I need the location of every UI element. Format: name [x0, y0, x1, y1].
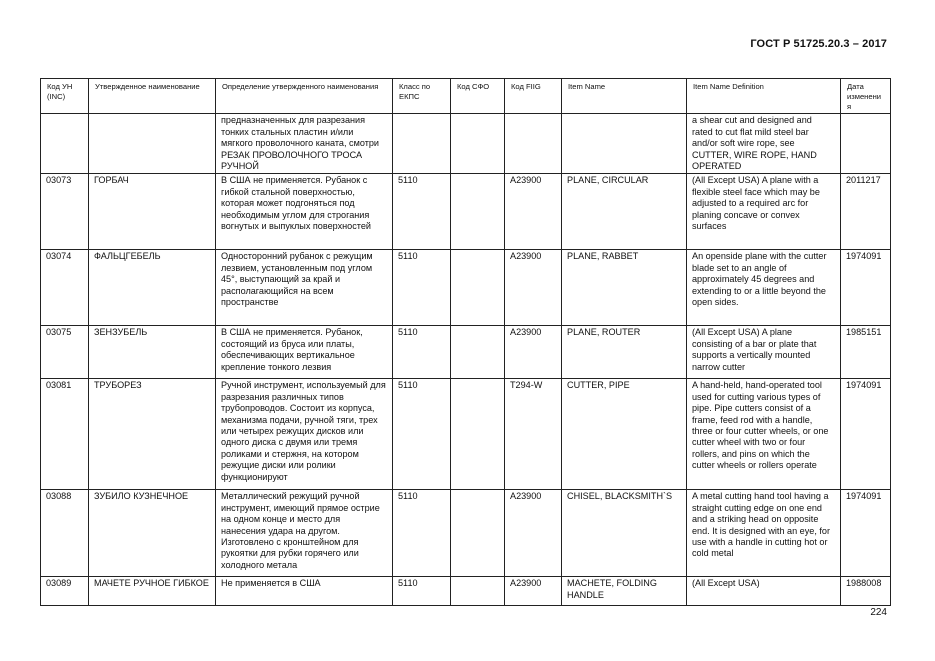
cell-name: ФАЛЬЦГЕБЕЛЬ — [89, 250, 216, 326]
cell-inc: 03089 — [41, 577, 89, 606]
header-definition: Определение утвержденного наименования — [216, 79, 393, 114]
table-row — [41, 490, 891, 577]
cell-sfo — [451, 490, 505, 577]
header-approved-name: Утвержденное наименование — [89, 79, 216, 114]
cell-sfo — [451, 250, 505, 326]
table-row — [41, 174, 891, 250]
table-row — [41, 114, 891, 174]
cell-item-definition: (All Except USA) — [687, 577, 841, 606]
cell-item-name: MACHETE, FOLDING HANDLE — [562, 577, 687, 606]
cell-date: 2011217 — [841, 174, 891, 250]
cell-class: 5110 — [393, 577, 451, 606]
header-sfo: Код СФО — [451, 79, 505, 114]
cell-class: 5110 — [393, 490, 451, 577]
cell-date: 1974091 — [841, 250, 891, 326]
cell-fiig — [505, 114, 562, 174]
cell-sfo — [451, 174, 505, 250]
cell-definition: Ручной инструмент, используемый для разрезания различных типов трубопроводов. Состоит из корпуса, механизма подачи, ручной тяги, трех или четырех режущих дисков или одного диска с двумя или тремя роликами и стержня, на котором режущие диски или ролики функционируют — [216, 379, 393, 490]
cell-class: 5110 — [393, 379, 451, 490]
cell-fiig: A23900 — [505, 174, 562, 250]
cell-item-name — [562, 114, 687, 174]
cell-sfo — [451, 114, 505, 174]
cell-item-definition: A hand-held, hand-operated tool used for cutting various types of pipe. Pipe cutters consist of a frame, feed rod with a handle, three or four cutter wheels, or one cutter wheel with two or four rollers, and pins on which the cutter wheels or rollers operate — [687, 379, 841, 490]
cell-date: 1974091 — [841, 490, 891, 577]
header-class: Класс по ЕКПС — [393, 79, 451, 114]
cell-definition: В США не применяется. Рубанок с гибкой стальной поверхностью, которая может подгоняться под необходимым углом для строгания вогнутых и выпуклых поверхностей — [216, 174, 393, 250]
cell-definition: В США не применяется. Рубанок, состоящий из бруса или платы, обеспечивающих вертикальное крепление тонкого лезвия — [216, 326, 393, 379]
cell-inc: 03081 — [41, 379, 89, 490]
item-names-table — [40, 78, 891, 606]
cell-date: 1974091 — [841, 379, 891, 490]
cell-name: ТРУБОРЕЗ — [89, 379, 216, 490]
table-row — [41, 326, 891, 379]
cell-item-definition: A metal cutting hand tool having a straight cutting edge on one end and a striking head on opposite end. It is designed with an eye, for use with a handle in cutting hot or cold metal — [687, 490, 841, 577]
cell-inc: 03088 — [41, 490, 89, 577]
cell-class: 5110 — [393, 174, 451, 250]
cell-name: ЗУБИЛО КУЗНЕЧНОЕ — [89, 490, 216, 577]
cell-item-definition: (All Except USA) A plane with a flexible steel face which may be adjusted to a required arc for planing concave or convex surfaces — [687, 174, 841, 250]
cell-name: ЗЕНЗУБЕЛЬ — [89, 326, 216, 379]
cell-inc — [41, 114, 89, 174]
table-row — [41, 250, 891, 326]
cell-item-definition: (All Except USA) A plane consisting of a bar or plate that supports a vertically mounted narrow cutter — [687, 326, 841, 379]
table-header-row — [41, 79, 891, 114]
cell-definition: Металлический режущий ручной инструмент, имеющий прямое острие на одном конце и место для нанесения удара на другом. Изготовлено с кронштейном для рукоятки для рубки горячего или холодного метала — [216, 490, 393, 577]
cell-name — [89, 114, 216, 174]
cell-inc: 03073 — [41, 174, 89, 250]
cell-class: 5110 — [393, 326, 451, 379]
cell-sfo — [451, 379, 505, 490]
cell-item-name: PLANE, RABBET — [562, 250, 687, 326]
cell-fiig: A23900 — [505, 326, 562, 379]
cell-definition: предназначенных для разрезания тонких стальных пластин и/или мягкого проволочного каната, смотри РЕЗАК ПРОВОЛОЧНОГО ТРОСА РУЧНОЙ — [216, 114, 393, 174]
cell-date — [841, 114, 891, 174]
header-fiig: Код FIIG — [505, 79, 562, 114]
cell-definition: Не применяется в США — [216, 577, 393, 606]
cell-fiig: A23900 — [505, 250, 562, 326]
cell-item-definition: An openside plane with the cutter blade set to an angle of approximately 45 degrees and extending to or a little beyond the open sides. — [687, 250, 841, 326]
cell-name: ГОРБАЧ — [89, 174, 216, 250]
cell-class — [393, 114, 451, 174]
cell-item-name: CHISEL, BLACKSMITH`S — [562, 490, 687, 577]
table-row — [41, 379, 891, 490]
cell-inc: 03074 — [41, 250, 89, 326]
cell-fiig: A23900 — [505, 490, 562, 577]
cell-fiig: A23900 — [505, 577, 562, 606]
cell-inc: 03075 — [41, 326, 89, 379]
cell-item-definition: a shear cut and designed and rated to cut flat mild steel bar and/or soft wire rope, see CUTTER, WIRE ROPE, HAND OPERATED — [687, 114, 841, 174]
document-standard-number: ГОСТ Р 51725.20.3 – 2017 — [750, 38, 887, 50]
page-number: 224 — [870, 607, 887, 618]
cell-date: 1988008 — [841, 577, 891, 606]
cell-fiig: T294-W — [505, 379, 562, 490]
table-row — [41, 577, 891, 606]
cell-name: МАЧЕТЕ РУЧНОЕ ГИБКОЕ — [89, 577, 216, 606]
cell-sfo — [451, 577, 505, 606]
header-date: Дата изменения — [841, 79, 891, 114]
header-item-definition: Item Name Definition — [687, 79, 841, 114]
cell-sfo — [451, 326, 505, 379]
cell-item-name: PLANE, CIRCULAR — [562, 174, 687, 250]
cell-class: 5110 — [393, 250, 451, 326]
cell-item-name: CUTTER, PIPE — [562, 379, 687, 490]
header-item-name: Item Name — [562, 79, 687, 114]
cell-date: 1985151 — [841, 326, 891, 379]
cell-item-name: PLANE, ROUTER — [562, 326, 687, 379]
header-inc: Код УН (INC) — [41, 79, 89, 114]
cell-definition: Односторонний рубанок с режущим лезвием, установленным под углом 45°, выступающий за край и располагающийся на всем пространстве — [216, 250, 393, 326]
